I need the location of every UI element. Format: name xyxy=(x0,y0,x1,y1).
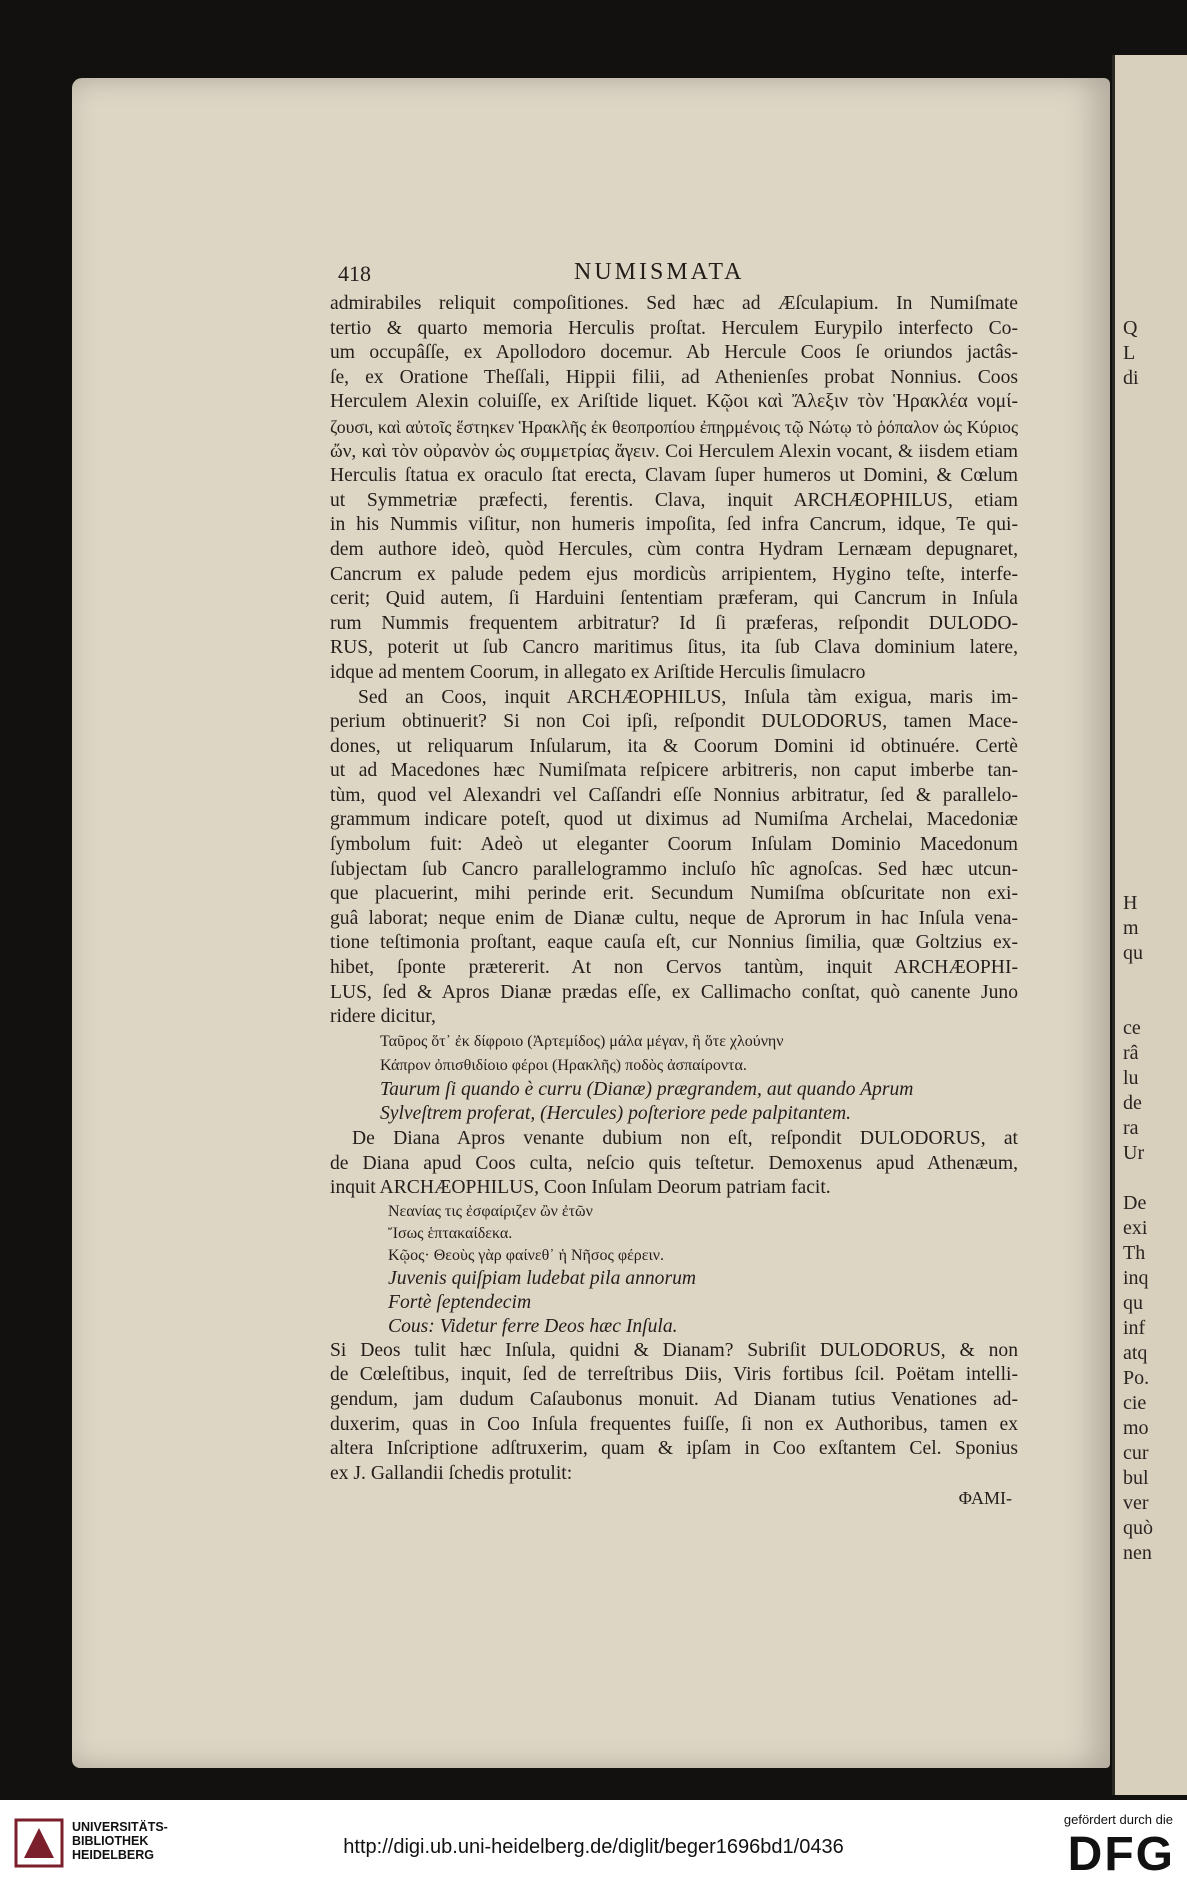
text-line: cerit; Quid autem, ſi Harduini ſententiam præferam, qui Cancrum in Inſula xyxy=(330,588,1018,610)
next-page-fragment: lu xyxy=(1123,1067,1139,1089)
text-line: inquit ARCHÆOPHILUS, Coon Inſulam Deorum patriam facit. xyxy=(330,1177,831,1199)
text-line: Herculem Alexin coluiſſe, ex Ariſtide liquet. Κῷοι καὶ Ἄλεξιν τὸν Ἡρακλέα νομί- xyxy=(330,391,1018,413)
next-page-fragment: qu xyxy=(1123,942,1143,964)
verse-quotation-demoxenus xyxy=(330,1201,1018,1339)
catchword: ΦΑΜΙ- xyxy=(958,1488,1012,1509)
verse-quotation-callimachus xyxy=(330,1030,1018,1127)
text-line: ſe, ex Oratione Theſſali, Hippii filii, ad Athenienſes probat Nonnius. Coos xyxy=(330,366,1018,388)
next-page-fragment: quò xyxy=(1123,1517,1153,1539)
text-line: grammum indicare poteſt, quod ut diximus ad Numiſma Archelai, Macedoniæ xyxy=(330,809,1018,831)
text-line: de Diana apud Coos culta, neſcio quis teſtetur. Demoxenus apud Athenæum, xyxy=(330,1152,1018,1174)
text-line: duxerim, quas in Coo Inſula frequentes fuiſſe, ſi non ex Authoribus, tamen ex xyxy=(330,1413,1018,1435)
next-page-fragment: mo xyxy=(1123,1417,1149,1439)
text-line: RUS, poterit ut ſub Cancro maritimus ſitus, ita ſub Clava dominium latere, xyxy=(330,637,1018,659)
text-line: gendum, jam dudum Caſaubonus monuit. Ad Dianam tutius Venationes ad- xyxy=(330,1388,1018,1410)
next-page-fragment: L xyxy=(1123,342,1136,364)
text-line: idque ad mentem Coorum, in allegato ex Ariſtide Herculis ſimulacro xyxy=(330,661,866,683)
verse-line: Sylveſtrem proferat, (Hercules) poſteriore pede palpitantem. xyxy=(380,1103,852,1125)
next-page-fragment: Ur xyxy=(1123,1142,1145,1164)
text-line: rum Nummis frequentem arbitratur? Id ſi præferas, reſpondit DULODO- xyxy=(330,612,1018,634)
text-line: ut Symmetriæ præfecti, ferentis. Clava, inquit ARCHÆOPHILUS, etiam xyxy=(330,489,1018,511)
next-page-fragment: ra xyxy=(1123,1117,1139,1139)
permalink-url[interactable]: http://digi.ub.uni-heidelberg.de/diglit/beger1696bd1/0436 xyxy=(343,1836,844,1858)
page-number: 418 xyxy=(338,261,371,286)
text-line: tione teſtimonia proſtant, eaque cauſa eſt, cur Nonnius ſimilia, quæ Goltzius ex- xyxy=(330,932,1018,954)
text-line: Herculis ſtatua ex oraculo ſtat erecta, Clavam ſuper humeros ut Domini, & Cœlum xyxy=(330,465,1018,487)
text-line: Cancrum ex palude pedem ejus mordicùs arripientem, Hygino teſte, interfe- xyxy=(330,563,1018,585)
verse-line: Taurum ſi quando è curru (Dianæ) prægrandem, aut quando Aprum xyxy=(380,1078,914,1100)
verse-line: Νεανίας τις ἐσφαίριζεν ὢν ἐτῶν xyxy=(388,1202,593,1220)
verse-line: Ἴσως ἑπτακαίδεκα. xyxy=(388,1224,513,1242)
verse-line: Cous: Videtur ferre Deos hæc Inſula. xyxy=(388,1315,678,1337)
paragraph-main xyxy=(330,292,1018,1030)
viewer-footer xyxy=(0,1800,1187,1890)
text-line: tùm, quod vel Alexandri vel Caſſandri eſſe Nonnius arbitratur, ſed & parallelo- xyxy=(330,784,1018,806)
running-title: NUMISMATA xyxy=(574,259,745,285)
page-text xyxy=(330,259,1018,1511)
next-page-fragment: di xyxy=(1123,367,1139,389)
verse-line: Κάπρον ὀπισθιδίοιο φέροι (Ηρακλῆς) ποδὸς ἀσπαίροντα. xyxy=(380,1056,747,1074)
next-page-fragment: râ xyxy=(1123,1042,1139,1064)
text-line: de Cœleſtibus, inquit, ſed de terreſtribus Diis, Viris fortibus ſcil. Poëtam intelli- xyxy=(330,1364,1018,1386)
next-page-fragment: Po. xyxy=(1123,1367,1150,1389)
next-page-edge xyxy=(1112,55,1187,1795)
text-line: ſubjectam ſub Cancro parallelogrammo incluſo hîc agnoſcas. Sed hæc utcun- xyxy=(330,858,1018,880)
text-line: De Diana Apros venante dubium non eſt, reſpondit DULODORUS, at xyxy=(352,1128,1018,1149)
verse-line: Κῷος· Θεοὺς γὰρ φαίνεθ᾽ ἡ Νῆσος φέρειν. xyxy=(388,1246,665,1264)
text-line: tertio & quarto memoria Herculis proſtat. Herculem Eurypilo interfecto Co- xyxy=(330,317,1018,339)
next-page-fragment: inf xyxy=(1123,1317,1146,1339)
text-line: perium obtinuerit? Si non Coi ipſi, reſpondit DULODORUS, tamen Mace- xyxy=(330,711,1018,733)
next-page-fragment: ver xyxy=(1123,1492,1149,1514)
text-line: ridere dicitur, xyxy=(330,1006,436,1028)
text-line: que placuerint, mihi perinde erit. Secundum Numiſma obſcuritate non exi- xyxy=(330,883,1018,905)
next-page-fragment: Th xyxy=(1123,1242,1146,1264)
text-line: ex J. Gallandii ſchedis protulit: xyxy=(330,1462,573,1484)
next-page-fragment: H xyxy=(1123,892,1138,914)
next-page-fragment: nen xyxy=(1123,1542,1152,1564)
text-line: dem authore ideò, quòd Hercules, cùm contra Hydram Lernæam depugnaret, xyxy=(330,538,1018,560)
next-page-fragment: m xyxy=(1123,917,1139,939)
text-line: hibet, ſponte prætererit. At non Cervos tantùm, inquit ARCHÆOPHI- xyxy=(330,957,1018,979)
text-line: Si Deos tulit hæc Inſula, quidni & Dianam? Subriſit DULODORUS, & non xyxy=(330,1339,1018,1361)
next-page-fragment: bul xyxy=(1123,1467,1149,1489)
text-line: Sed an Coos, inquit ARCHÆOPHILUS, Inſula tàm exigua, maris im- xyxy=(358,686,1018,708)
institution-name: UNIVERSITÄTS- BIBLIOTHEK HEIDELBERG xyxy=(72,1820,168,1862)
text-line: dones, ut reliquarum Inſularum, ita & Coorum Domini id obtinuére. Certè xyxy=(330,735,1018,757)
next-page-fragment: inq xyxy=(1123,1267,1149,1289)
text-line: LUS, ſed & Apros Dianæ prædas eſſe, ex Callimacho conſtat, quò canente Juno xyxy=(330,981,1018,1003)
text-line: ut ad Macedones hæc Numiſmata reſpicere arbitreris, non caput imberbe tan- xyxy=(330,760,1018,782)
text-line: in his Nummis viſitur, non humeris impoſita, ſed infra Cancrum, idque, Te qui- xyxy=(330,514,1018,536)
page-header xyxy=(330,259,1018,292)
dfg-logo: DFG xyxy=(1067,1828,1175,1881)
next-page-fragment: atq xyxy=(1123,1342,1148,1364)
verse-line: Juvenis quiſpiam ludebat pila annorum xyxy=(388,1267,697,1289)
text-line: altera Inſcriptione adſtruxerim, quam & ipſam in Coo exſtantem Cel. Sponius xyxy=(330,1438,1018,1460)
paragraph-diana xyxy=(330,1127,1018,1201)
next-page-fragment: de xyxy=(1123,1092,1142,1114)
text-line: ζουσι, καὶ αὐτοῖς ἕστηκεν Ἡρακλῆς ἐκ θεοπροπίου ἐπηρμένοις τῷ Νώτῳ τὸ ῥόπαλον ὡς Κύριος xyxy=(330,416,1018,437)
verse-line: Ταῦρος ὅτ᾽ ἐκ δίφροιο (Ἀρτεμίδος) μάλα μέγαν, ἢ ὅτε χλούνην xyxy=(380,1032,784,1050)
paragraph-conclusion xyxy=(330,1339,1018,1487)
next-page-fragment: ce xyxy=(1123,1017,1141,1039)
next-page-fragment: cie xyxy=(1123,1392,1147,1414)
text-line: um occupâſſe, ex Apollodoro docemur. Ab Hercule Coos ſe oriundos jactâs- xyxy=(330,342,1018,364)
text-line: guâ laborat; neque enim de Dianæ cultu, neque de Aprorum in hac Inſula vena- xyxy=(330,907,1018,929)
next-page-fragment: qu xyxy=(1123,1292,1143,1314)
funding-note: gefördert durch die xyxy=(1063,1812,1173,1827)
next-page-fragment: Q xyxy=(1123,317,1138,339)
text-line: ſymbolum fuit: Adeò ut eleganter Coorum Inſulam Dominio Macedonum xyxy=(330,834,1018,856)
next-page-fragment: exi xyxy=(1123,1217,1148,1239)
next-page-fragment: De xyxy=(1123,1192,1147,1214)
text-line: ὤν, καὶ τὸν οὐρανὸν ὡς συμμετρίας ἄγειν. Coi Herculem Alexin vocant, & iisdem etiam xyxy=(330,440,1018,462)
text-line: admirabiles reliquit compoſitiones. Sed hæc ad Æſculapium. In Numiſmate xyxy=(330,293,1018,314)
next-page-fragment: cur xyxy=(1123,1442,1149,1464)
verse-line: Fortè ſeptendecim xyxy=(388,1291,532,1313)
